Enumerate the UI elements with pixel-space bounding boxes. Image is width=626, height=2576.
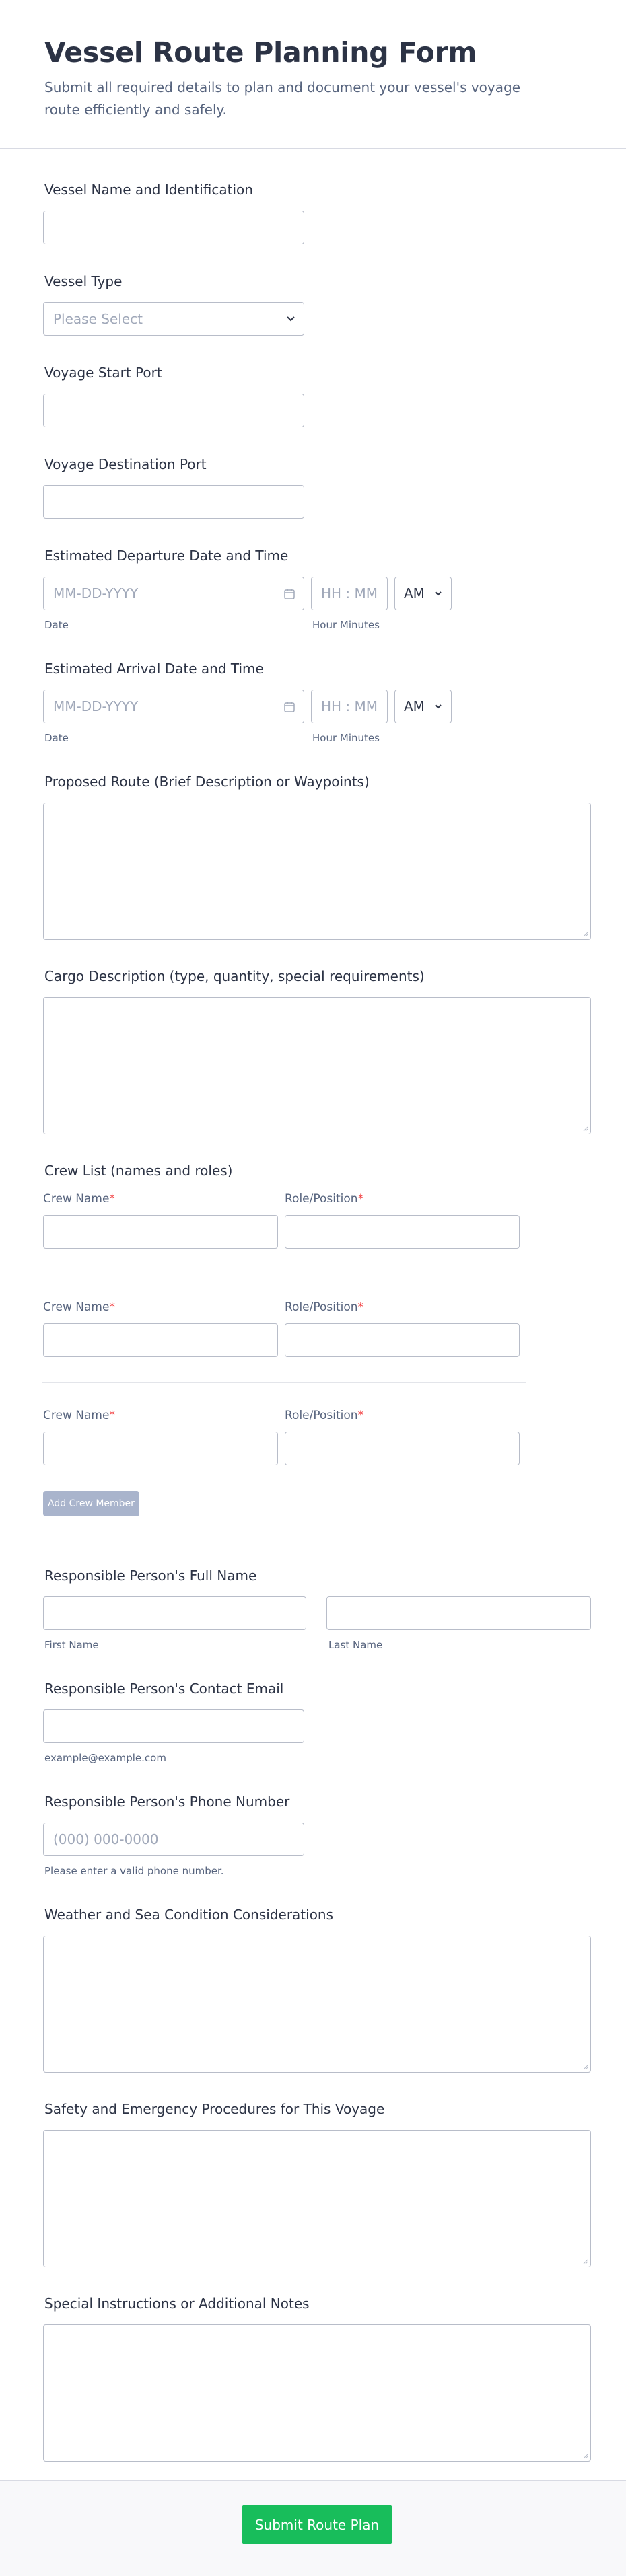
chevron-down-icon (434, 591, 442, 597)
crew-name-label: Crew Name* (43, 1300, 115, 1314)
form-header (0, 0, 626, 149)
crew-name-input[interactable] (43, 1432, 278, 1465)
crew-list-label: Crew List (names and roles) (44, 1163, 233, 1179)
departure-time-placeholder: HH : MM (321, 585, 378, 601)
cargo-textarea[interactable] (43, 997, 591, 1134)
form-footer (0, 2480, 626, 2576)
weather-label: Weather and Sea Condition Considerations (44, 1907, 334, 1923)
email-label: Responsible Person's Contact Email (44, 1681, 284, 1697)
responsible-name-label: Responsible Person's Full Name (44, 1568, 257, 1584)
arrival-time-placeholder: HH : MM (321, 698, 378, 714)
last-name-input[interactable] (326, 1596, 591, 1630)
departure-ampm-value: AM (404, 585, 425, 601)
departure-date-input[interactable] (43, 577, 304, 610)
phone-input[interactable] (43, 1823, 304, 1856)
submit-button[interactable]: Submit Route Plan (242, 2505, 392, 2544)
safety-textarea[interactable] (43, 2130, 591, 2267)
first-name-input[interactable] (43, 1596, 306, 1630)
arrival-date-placeholder: MM-DD-YYYY (53, 698, 139, 714)
last-name-sublabel: Last Name (328, 1639, 383, 1651)
phone-sublabel: Please enter a valid phone number. (44, 1865, 224, 1877)
add-crew-member-button[interactable]: Add Crew Member (43, 1491, 139, 1516)
resize-handle-icon[interactable] (582, 2063, 588, 2070)
chevron-down-icon (286, 316, 295, 322)
safety-label: Safety and Emergency Procedures for This Voyage (44, 2101, 385, 2117)
vessel-type-select[interactable] (43, 302, 304, 336)
arrival-ampm-value: AM (404, 698, 425, 714)
phone-placeholder: (000) 000-0000 (53, 1831, 159, 1847)
cargo-label: Cargo Description (type, quantity, special requirements) (44, 968, 425, 984)
arrival-date-input[interactable] (43, 690, 304, 723)
crew-role-input[interactable] (285, 1432, 520, 1465)
crew-name-input[interactable] (43, 1323, 278, 1357)
crew-role-input[interactable] (285, 1215, 520, 1249)
crew-role-label: Role/Position* (285, 1192, 364, 1206)
vessel-type-label: Vessel Type (44, 273, 123, 289)
arrival-ampm-select[interactable] (394, 690, 452, 723)
notes-textarea[interactable] (43, 2324, 591, 2462)
crew-name-label: Crew Name* (43, 1192, 115, 1206)
arrival-label: Estimated Arrival Date and Time (44, 661, 264, 677)
arrival-time-sublabel: Hour Minutes (312, 732, 380, 744)
resize-handle-icon[interactable] (582, 2258, 588, 2265)
form-title: Vessel Route Planning Form (44, 36, 477, 69)
calendar-icon[interactable] (283, 588, 295, 600)
vessel-name-input[interactable] (43, 211, 304, 244)
vessel-name-label: Vessel Name and Identification (44, 182, 253, 198)
chevron-down-icon (434, 704, 442, 710)
departure-time-sublabel: Hour Minutes (312, 619, 380, 631)
form-subtitle: Submit all required details to plan and document your vessel's voyage route efficiently and safely. (44, 79, 521, 118)
resize-handle-icon[interactable] (582, 2452, 588, 2459)
phone-label: Responsible Person's Phone Number (44, 1794, 290, 1810)
crew-role-input[interactable] (285, 1323, 520, 1357)
route-label: Proposed Route (Brief Description or Waypoints) (44, 774, 370, 790)
email-input[interactable] (43, 1709, 304, 1743)
notes-label: Special Instructions or Additional Notes (44, 2295, 310, 2312)
vessel-type-placeholder: Please Select (53, 311, 143, 327)
dest-port-label: Voyage Destination Port (44, 456, 207, 472)
resize-handle-icon[interactable] (582, 930, 588, 937)
arrival-date-sublabel: Date (44, 732, 69, 744)
start-port-label: Voyage Start Port (44, 365, 162, 381)
resize-handle-icon[interactable] (582, 1125, 588, 1132)
first-name-sublabel: First Name (44, 1639, 99, 1651)
crew-role-label: Role/Position* (285, 1300, 364, 1314)
departure-date-sublabel: Date (44, 619, 69, 631)
departure-ampm-select[interactable] (394, 577, 452, 610)
crew-name-input[interactable] (43, 1215, 278, 1249)
route-textarea[interactable] (43, 803, 591, 940)
departure-label: Estimated Departure Date and Time (44, 548, 289, 564)
departure-time-input[interactable] (311, 577, 388, 610)
calendar-icon[interactable] (283, 701, 295, 713)
email-sublabel: example@example.com (44, 1752, 166, 1764)
crew-name-label: Crew Name* (43, 1409, 115, 1422)
crew-divider (42, 1382, 526, 1383)
departure-date-placeholder: MM-DD-YYYY (53, 585, 139, 601)
weather-textarea[interactable] (43, 1936, 591, 2073)
dest-port-input[interactable] (43, 485, 304, 519)
arrival-time-input[interactable] (311, 690, 388, 723)
crew-role-label: Role/Position* (285, 1409, 364, 1422)
start-port-input[interactable] (43, 394, 304, 427)
